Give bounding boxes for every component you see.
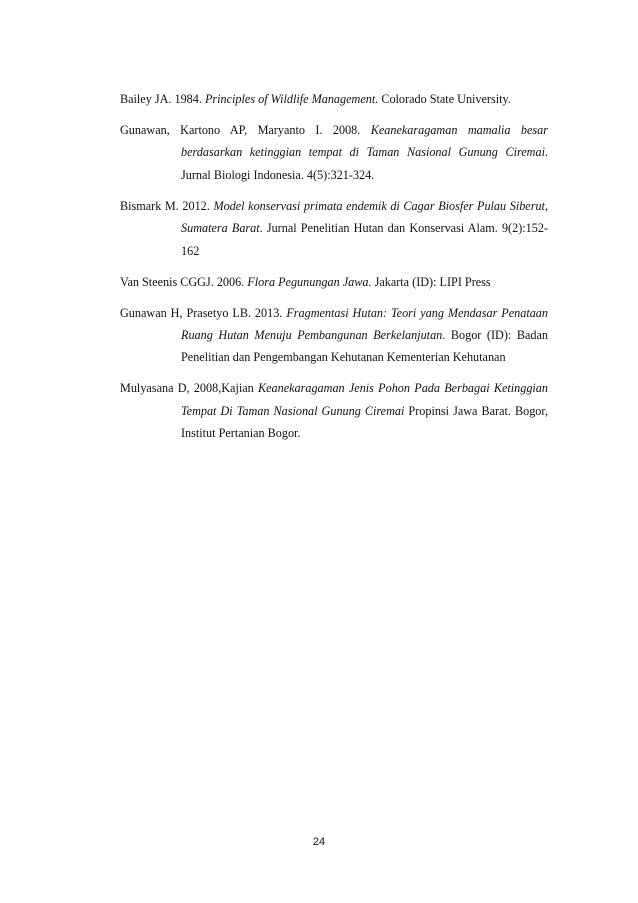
reference-title: Keanekaragaman mamalia besar berdasarkan ketinggian tempat di Taman Nasional Gunung Ciremai [181, 123, 549, 160]
page-number: 24 [312, 836, 326, 848]
reference-authors-year: Bismark M. 2012. [120, 198, 214, 213]
reference-title: Keanekaragaman Jenis Pohon Pada Berbagai Ketinggian Tempat Di Taman Nasional Gunung Ciremai [181, 381, 548, 418]
reference-list [120, 88, 548, 453]
reference-title: Fragmentasi Hutan: Teori yang Mendasar Penataan Ruang Hutan Menuju Pembangunan Berkelanjutan [181, 305, 548, 343]
reference-authors-year: Gunawan H, Prasetyo LB. 2013. [120, 305, 287, 320]
reference-title: Principles of Wildlife Management. [204, 92, 379, 106]
reference-authors-year: Van Steenis CGGJ. 2006. [120, 274, 248, 289]
reference-title: Model konservasi primata endemik di Cagar Biosfer Pulau Siberut, Sumatera Barat [181, 198, 548, 236]
reference-authors-year: Mulyasana D, 2008,Kajian [120, 381, 258, 396]
reference-authors-year: Gunawan, Kartono AP, Maryanto I. 2008. [120, 123, 371, 137]
reference-title: Flora Pegunungan Jawa. [247, 274, 372, 289]
reference-entry [120, 302, 548, 369]
reference-publisher: . Bogor (ID): Badan Penelitian dan Pengembangan Kehutanan Kementerian Kehutanan [181, 328, 549, 365]
reference-entry [120, 119, 548, 186]
reference-entry [120, 271, 548, 293]
reference-entry [120, 377, 548, 444]
reference-publisher: Propinsi Jawa Barat. Bogor, Institut Pertanian Bogor. [181, 403, 549, 441]
reference-publisher: . Jurnal Biologi Indonesia. 4(5):321-324. [181, 145, 548, 182]
reference-entry [120, 195, 548, 262]
reference-entry [120, 88, 548, 110]
reference-publisher: . Jurnal Penelitian Hutan dan Konservasi Alam. 9(2):152-162 [181, 221, 548, 258]
reference-publisher: Jakarta (ID): LIPI Press [371, 274, 491, 289]
reference-publisher: Colorado State University. [378, 92, 511, 106]
reference-authors-year: Bailey JA. 1984. [120, 92, 205, 106]
